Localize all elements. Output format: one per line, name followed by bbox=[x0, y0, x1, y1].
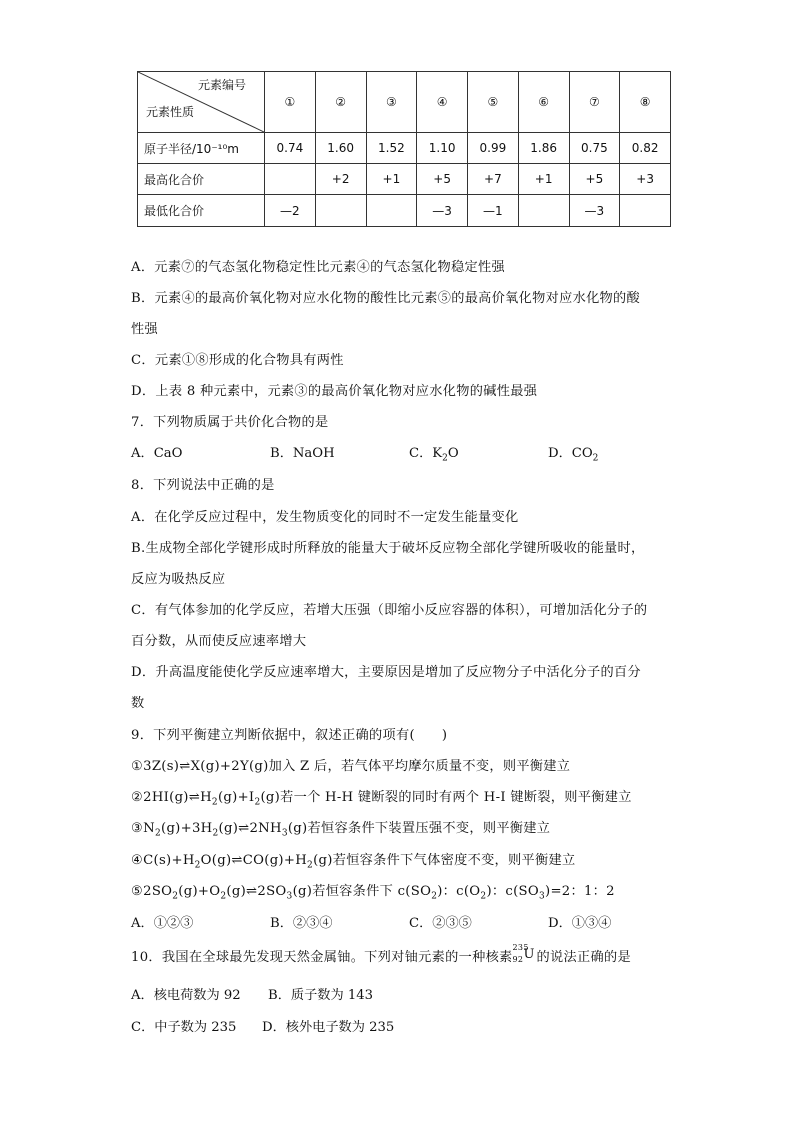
table-row bbox=[138, 195, 671, 227]
q9-stem: 9．下列平衡建立判断依据中，叙述正确的项有( ) bbox=[131, 728, 448, 743]
q6-option-b-cont: 性强 bbox=[131, 322, 158, 337]
q7-option-c: C．$K_2O$ bbox=[409, 446, 459, 464]
table-cell: 0.99 bbox=[468, 133, 519, 164]
row-label: 原子半径/10⁻¹⁰m bbox=[138, 133, 265, 164]
q9-option-a: A．①②③ bbox=[131, 916, 194, 931]
element-number: ⑦ bbox=[569, 72, 620, 133]
q7-option-d: D．$CO_2$ bbox=[548, 446, 599, 464]
q6-option-c: C．元素①⑧形成的化合物具有两性 bbox=[131, 353, 344, 368]
table-cell: 0.82 bbox=[620, 133, 671, 164]
q10-option-a: A．核电荷数为 92 bbox=[131, 988, 241, 1003]
q7-option-b: B．NaOH bbox=[270, 446, 335, 461]
table-cell bbox=[265, 164, 316, 195]
q6-option-d: D．上表 8 种元素中，元素③的最高价氧化物对应水化物的碱性最强 bbox=[131, 384, 538, 399]
table-cell: —3 bbox=[569, 195, 620, 227]
diagonal-header-cell bbox=[138, 72, 265, 133]
q10-stem: 10．我国在全球最先发现天然金属铀。下列对铀元素的一种核素 235 92 U 的说法正确的是 bbox=[131, 943, 631, 965]
q9-item-3: $③N_2(g)+3H_2(g)\rightleftharpoons 2NH_3(g)$若恒容条件下装置压强不变，则平衡建立 bbox=[131, 821, 551, 839]
q8-option-d-cont: 数 bbox=[131, 696, 145, 711]
table-cell bbox=[315, 195, 366, 227]
q6-option-a: A．元素⑦的气态氢化物稳定性比元素④的气态氢化物稳定性强 bbox=[131, 260, 505, 275]
q8-option-c-cont: 百分数，从而使反应速率增大 bbox=[131, 634, 307, 649]
table-header-row bbox=[138, 72, 671, 133]
row-label: 最低化合价 bbox=[138, 195, 265, 227]
q9-option-c: C．②③⑤ bbox=[409, 916, 472, 931]
element-number: ④ bbox=[417, 72, 468, 133]
table-cell: +1 bbox=[518, 164, 569, 195]
table-cell: +7 bbox=[468, 164, 519, 195]
q10-option-d: D．核外电子数为 235 bbox=[262, 1020, 395, 1035]
element-number: ⑧ bbox=[620, 72, 671, 133]
table-row bbox=[138, 164, 671, 195]
q8-option-d: D．升高温度能使化学反应速率增大，主要原因是增加了反应物分子中活化分子的百分 bbox=[131, 665, 641, 680]
q9-item-5: $⑤2SO_2(g)+O_2(g)\rightleftharpoons 2SO_3(g)$若恒容条件下 $c(SO_2)$：$c(O_2)$：$c(SO_3)=2$：1：2 bbox=[131, 884, 615, 902]
q7-stem: 7．下列物质属于共价化合物的是 bbox=[131, 415, 329, 430]
table-cell: 1.86 bbox=[518, 133, 569, 164]
element-number: ⑤ bbox=[468, 72, 519, 133]
table-cell: 0.75 bbox=[569, 133, 620, 164]
element-properties-table bbox=[137, 71, 671, 227]
table-cell bbox=[620, 195, 671, 227]
row-label: 最高化合价 bbox=[138, 164, 265, 195]
header-bottom-label: 元素性质 bbox=[146, 105, 195, 119]
q9-option-d: D．①③④ bbox=[548, 916, 612, 931]
table-cell bbox=[518, 195, 569, 227]
table-cell: —2 bbox=[265, 195, 316, 227]
q8-stem: 8．下列说法中正确的是 bbox=[131, 478, 275, 493]
element-number: ⑥ bbox=[518, 72, 569, 133]
element-number: ① bbox=[265, 72, 316, 133]
uranium-nuclide: 235 92 U bbox=[512, 943, 535, 964]
table-cell: —1 bbox=[468, 195, 519, 227]
q10-option-c: C．中子数为 235 bbox=[131, 1020, 237, 1035]
table-cell: 1.10 bbox=[417, 133, 468, 164]
table-cell: +5 bbox=[417, 164, 468, 195]
header-top-label: 元素编号 bbox=[197, 78, 246, 92]
table-cell: 1.60 bbox=[315, 133, 366, 164]
q10-option-b: B．质子数为 143 bbox=[268, 988, 373, 1003]
q8-option-a: A．在化学反应过程中，发生物质变化的同时不一定发生能量变化 bbox=[131, 510, 519, 525]
q9-item-1: ①3Z(s)⇌X(g)+2Y(g)加入 Z 后，若气体平均摩尔质量不变，则平衡建立 bbox=[131, 759, 571, 774]
q8-option-c: C．有气体参加的化学反应，若增大压强（即缩小反应容器的体积），可增加活化分子的 bbox=[131, 603, 648, 618]
table-row bbox=[138, 133, 671, 164]
table-cell bbox=[366, 195, 417, 227]
table-cell: +3 bbox=[620, 164, 671, 195]
q7-option-a: A．CaO bbox=[131, 446, 183, 461]
table-cell: +1 bbox=[366, 164, 417, 195]
element-number: ② bbox=[315, 72, 366, 133]
table-cell: +2 bbox=[315, 164, 366, 195]
q8-option-b: B.生成物全部化学键形成时所释放的能量大于破坏反应物全部化学键所吸收的能量时， bbox=[131, 541, 645, 556]
q6-option-b: B．元素④的最高价氧化物对应水化物的酸性比元素⑤的最高价氧化物对应水化物的酸 bbox=[131, 291, 641, 306]
table-cell: 1.52 bbox=[366, 133, 417, 164]
table-cell: —3 bbox=[417, 195, 468, 227]
q8-option-b-cont: 反应为吸热反应 bbox=[131, 572, 226, 587]
table-cell: 0.74 bbox=[265, 133, 316, 164]
q9-item-2: $②2HI(g)\rightleftharpoons H_2(g)+I_2(g)$若一个 H-H 键断裂的同时有两个 H-I 键断裂，则平衡建立 bbox=[131, 790, 632, 808]
q9-item-4: $④C(s)+H_2O(g)\rightleftharpoons CO(g)+H_2(g)$若恒容条件下气体密度不变，则平衡建立 bbox=[131, 853, 576, 871]
table-cell: +5 bbox=[569, 164, 620, 195]
q9-option-b: B．②③④ bbox=[270, 916, 333, 931]
element-number: ③ bbox=[366, 72, 417, 133]
